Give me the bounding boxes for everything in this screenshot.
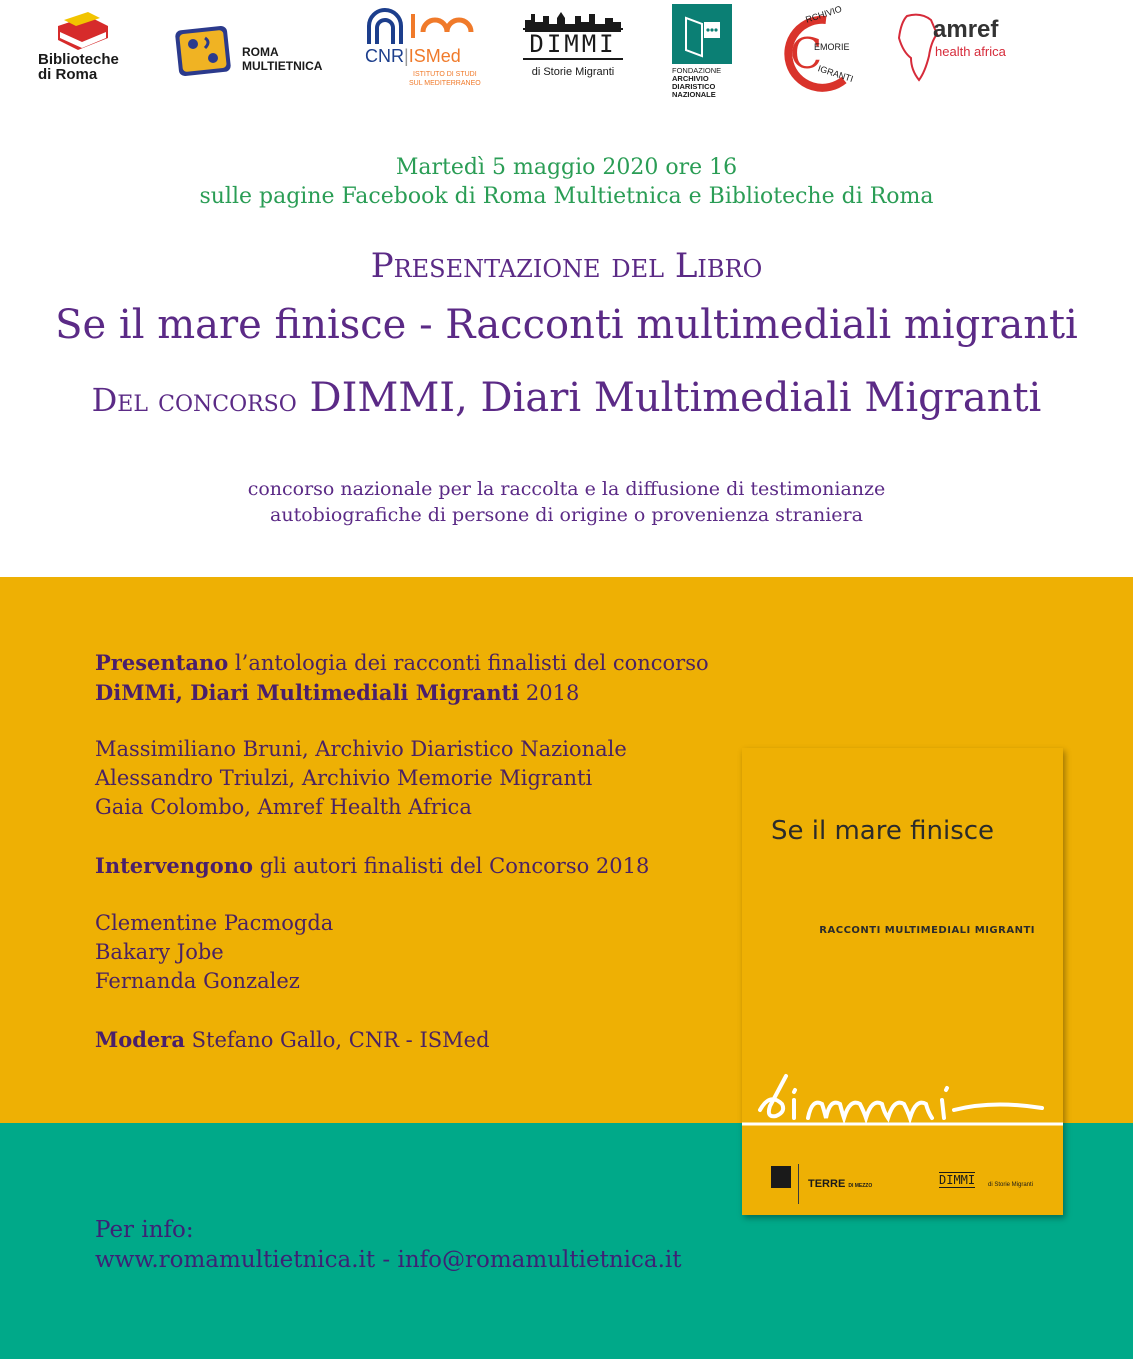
dimmi-handwritten-mark	[742, 1070, 1063, 1140]
archivio-diaristico-logo	[672, 4, 734, 100]
fondazione-line1: FONDAZIONE	[672, 66, 722, 75]
book-cover-subtitle: RACCONTI MULTIMEDIALI MIGRANTI	[819, 925, 1035, 936]
svg-text:C: C	[790, 29, 823, 78]
authors-list	[95, 909, 333, 996]
biblioteche-line2: di Roma	[38, 66, 98, 83]
description-line2: autobiografiche di persone di origine o provenienza straniera	[270, 504, 863, 526]
amm-line2: EMORIE	[814, 42, 850, 52]
event-date-line: Martedì 5 maggio 2020 ore 16	[395, 155, 738, 180]
biblioteche-line1: Biblioteche	[38, 51, 119, 68]
amref-logo	[897, 12, 1017, 84]
book-title-heading: Se il mare finisce - Racconti multimediali migranti	[55, 302, 1078, 348]
author-item: Clementine Pacmogda	[95, 911, 334, 935]
archivio-memorie-migranti-logo	[774, 3, 864, 92]
cnr-ismed-emblem-icon	[365, 8, 483, 48]
dimmi-logo-text: DIMMI	[523, 28, 623, 60]
roma-line1: ROMA	[242, 45, 279, 59]
terre-text: TERRE	[808, 1178, 846, 1190]
books-icon	[52, 12, 112, 54]
speaker-item: Gaia Colombo, Amref Health Africa	[95, 795, 472, 819]
cnr-text: CNR	[365, 46, 404, 66]
cnr-ismed-logo: CNR|ISMed ISTITUTO DI STUDI SUL MEDITERRANEO	[365, 8, 483, 92]
contact-links[interactable]: www.romamultietnica.it - info@romamultietnica.it	[95, 1247, 682, 1273]
concorso-prefix: Del concorso	[91, 381, 297, 419]
presentazione-heading: Presentazione del Libro	[370, 246, 763, 286]
speaker-item: Massimiliano Bruni, Archivio Diaristico Nazionale	[95, 737, 627, 761]
intervengono-text: gli autori finalisti del Concorso 2018	[253, 854, 650, 878]
concorso-name: DIMMI, Diari Multimediali Migranti	[309, 375, 1042, 421]
modera-text: Stefano Gallo, CNR - ISMed	[184, 1028, 490, 1052]
author-item: Fernanda Gonzalez	[95, 969, 300, 993]
book-cover	[742, 748, 1063, 1215]
biblioteche-di-roma-logo	[38, 12, 138, 84]
partner-logos-bar	[0, 0, 1133, 110]
intervengono-label: Intervengono	[95, 853, 254, 878]
speaker-item: Alessandro Triulzi, Archivio Memorie Migranti	[95, 766, 593, 790]
book-footer-dimmi-sub: di Storie Migranti	[988, 1182, 1034, 1188]
ismed-sub1: ISTITUTO DI STUDI	[413, 71, 477, 78]
ismed-text: ISMed	[408, 46, 461, 66]
amref-text: amref	[933, 16, 999, 43]
program-presentano	[95, 648, 709, 708]
contact-label: Per info:	[95, 1217, 194, 1243]
dimmi-logo-sub: di Storie Migranti	[531, 66, 615, 78]
book-cover-footer	[742, 1158, 1063, 1215]
program-modera	[95, 1025, 490, 1055]
presentano-label: Presentano	[95, 650, 229, 675]
book-footer-dimmi: DIMMI	[939, 1173, 976, 1187]
speakers-list	[95, 735, 627, 822]
archivio-diaristico-emblem-icon	[672, 4, 732, 64]
book-cover-title: Se il mare finisce	[771, 816, 995, 846]
description-line1: concorso nazionale per la raccolta e la diffusione di testimonianze	[247, 478, 886, 500]
roma-multietnica-emblem-icon	[175, 24, 233, 78]
event-location-line: sulle pagine Facebook di Roma Multietnica e Biblioteche di Roma	[199, 184, 934, 209]
dimmi-line	[95, 678, 709, 708]
presentano-text: l’antologia dei racconti finalisti del concorso	[228, 651, 709, 675]
dimmi-logo	[523, 12, 623, 84]
presentano-line	[95, 648, 709, 678]
roma-multietnica-logo	[175, 24, 325, 80]
concorso-heading	[0, 375, 1133, 421]
fondazione-line2: ARCHIVIO	[672, 74, 709, 83]
program-intervengono	[95, 851, 649, 881]
fondazione-line3: DIARISTICO	[672, 82, 716, 91]
amm-line3: IGRANTI	[816, 63, 855, 85]
author-item: Bakary Jobe	[95, 940, 224, 964]
modera-label: Modera	[95, 1027, 185, 1052]
archivio-mini-icon	[771, 1166, 791, 1188]
dimmi-bold: DiMMi, Diari Multimediali Migranti	[95, 680, 520, 705]
dimmi-year: 2018	[519, 681, 580, 705]
ismed-sub2: SUL MEDITERRANEO	[409, 80, 481, 87]
footer-divider	[798, 1164, 799, 1204]
roma-line2: MULTIETNICA	[242, 59, 323, 73]
amref-sub: health africa	[935, 44, 1006, 59]
fondazione-line4: NAZIONALE	[672, 90, 716, 99]
amm-line1: RCHIVIO	[804, 3, 844, 25]
contact-info	[95, 1215, 682, 1275]
terre-sub: DI MEZZO	[848, 1183, 873, 1189]
